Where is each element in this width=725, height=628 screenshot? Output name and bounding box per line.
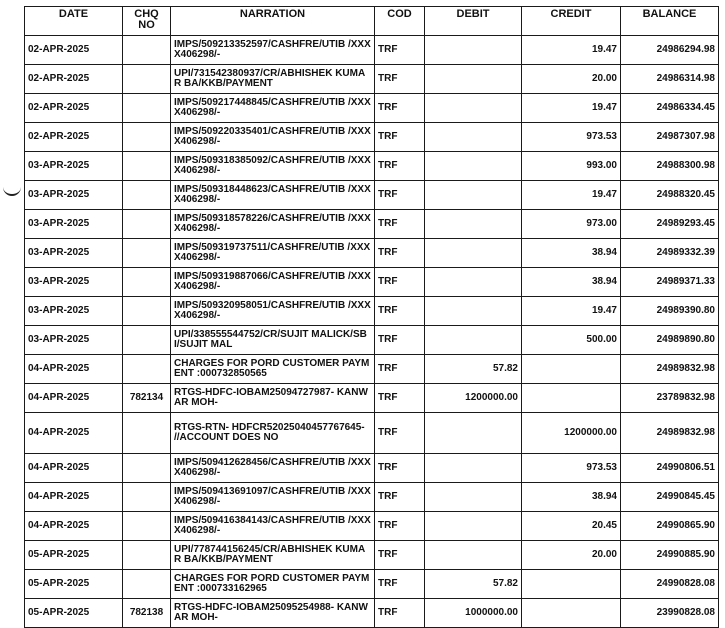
cell-credit: 973.53 (522, 123, 621, 152)
cell-balance: 24986334.45 (621, 94, 719, 123)
table-row (25, 413, 719, 454)
table-row (25, 239, 719, 268)
cell-debit (425, 94, 522, 123)
cell-chq (123, 36, 171, 65)
cell-debit (425, 65, 522, 94)
table-row (25, 326, 719, 355)
cell-date: 03-APR-2025 (25, 239, 123, 268)
cell-credit (522, 570, 621, 599)
cell-cod: TRF (375, 512, 425, 541)
header-credit: CREDIT (522, 7, 621, 36)
table-row (25, 181, 719, 210)
cell-credit (522, 355, 621, 384)
cell-narration: IMPS/509416384143/CASHFRE/UTIB /XXXX406298/- (171, 512, 375, 541)
table-row (25, 570, 719, 599)
cell-narration: RTGS-RTN- HDFCR52025040457767645- //ACCOUNT DOES NO (171, 413, 375, 454)
cell-balance: 24986294.98 (621, 36, 719, 65)
cell-narration: IMPS/509220335401/CASHFRE/UTIB /XXXX406298/- (171, 123, 375, 152)
cell-date: 04-APR-2025 (25, 512, 123, 541)
cell-cod: TRF (375, 36, 425, 65)
cell-balance: 24989293.45 (621, 210, 719, 239)
cell-cod: TRF (375, 541, 425, 570)
cell-narration: RTGS-HDFC-IOBAM25094727987- KANWAR MOH- (171, 384, 375, 413)
cell-cod: TRF (375, 570, 425, 599)
header-date: DATE (25, 7, 123, 36)
cell-credit: 20.00 (522, 65, 621, 94)
cell-date: 04-APR-2025 (25, 355, 123, 384)
cell-balance: 24988300.98 (621, 152, 719, 181)
cell-credit: 20.00 (522, 541, 621, 570)
cell-balance: 24990828.08 (621, 570, 719, 599)
table-row (25, 123, 719, 152)
cell-cod: TRF (375, 239, 425, 268)
table-row (25, 541, 719, 570)
cell-balance: 24990885.90 (621, 541, 719, 570)
cell-chq (123, 326, 171, 355)
cell-balance: 24989832.98 (621, 413, 719, 454)
cell-chq (123, 239, 171, 268)
cell-cod: TRF (375, 152, 425, 181)
header-row (25, 7, 719, 36)
cell-cod: TRF (375, 268, 425, 297)
cell-narration: IMPS/509318385092/CASHFRE/UTIB /XXXX406298/- (171, 152, 375, 181)
cell-cod: TRF (375, 210, 425, 239)
cell-cod: TRF (375, 123, 425, 152)
cell-cod: TRF (375, 599, 425, 628)
cell-date: 03-APR-2025 (25, 210, 123, 239)
table-row (25, 454, 719, 483)
cell-narration: IMPS/509318578226/CASHFRE/UTIB /XXXX406298/- (171, 210, 375, 239)
cell-debit (425, 36, 522, 65)
cell-cod: TRF (375, 65, 425, 94)
cell-debit (425, 512, 522, 541)
cell-narration: UPI/731542380937/CR/ABHISHEK KUMAR BA/KKB/PAYMENT (171, 65, 375, 94)
cell-chq (123, 94, 171, 123)
table-row (25, 483, 719, 512)
cell-narration: IMPS/509320958051/CASHFRE/UTIB /XXXX406298/- (171, 297, 375, 326)
cell-balance: 24989890.80 (621, 326, 719, 355)
table-row (25, 355, 719, 384)
cell-debit (425, 123, 522, 152)
cell-debit: 57.82 (425, 570, 522, 599)
table-row (25, 599, 719, 628)
cell-cod: TRF (375, 413, 425, 454)
cell-date: 04-APR-2025 (25, 454, 123, 483)
table-row (25, 210, 719, 239)
cell-narration: IMPS/509319737511/CASHFRE/UTIB /XXXX406298/- (171, 239, 375, 268)
cell-narration: IMPS/509319887066/CASHFRE/UTIB /XXXX406298/- (171, 268, 375, 297)
cell-chq (123, 512, 171, 541)
cell-chq (123, 297, 171, 326)
cell-chq (123, 123, 171, 152)
header-balance: BALANCE (621, 7, 719, 36)
cell-date: 03-APR-2025 (25, 152, 123, 181)
cell-date: 03-APR-2025 (25, 181, 123, 210)
transactions-body (25, 36, 719, 628)
cell-chq (123, 541, 171, 570)
cell-narration: IMPS/509412628456/CASHFRE/UTIB /XXXX406298/- (171, 454, 375, 483)
cell-date: 04-APR-2025 (25, 413, 123, 454)
pen-mark (3, 186, 21, 196)
cell-debit: 57.82 (425, 355, 522, 384)
cell-credit: 993.00 (522, 152, 621, 181)
cell-credit: 1200000.00 (522, 413, 621, 454)
table-row (25, 384, 719, 413)
cell-balance: 24988320.45 (621, 181, 719, 210)
table-row (25, 152, 719, 181)
cell-debit (425, 239, 522, 268)
cell-debit (425, 454, 522, 483)
cell-balance: 24990806.51 (621, 454, 719, 483)
cell-chq (123, 355, 171, 384)
cell-credit: 38.94 (522, 239, 621, 268)
cell-credit (522, 384, 621, 413)
cell-chq (123, 268, 171, 297)
cell-narration: UPI/338555544752/CR/SUJIT MALICK/SBI/SUJIT MAL (171, 326, 375, 355)
header-chq-no: CHQ NO (123, 7, 171, 36)
table-row (25, 297, 719, 326)
cell-narration: IMPS/509413691097/CASHFRE/UTIB /XXXX406298/- (171, 483, 375, 512)
cell-debit (425, 210, 522, 239)
cell-cod: TRF (375, 297, 425, 326)
cell-credit: 973.00 (522, 210, 621, 239)
cell-cod: TRF (375, 181, 425, 210)
cell-credit: 19.47 (522, 36, 621, 65)
cell-chq (123, 210, 171, 239)
cell-balance: 23789832.98 (621, 384, 719, 413)
cell-chq (123, 483, 171, 512)
cell-debit (425, 326, 522, 355)
cell-debit (425, 541, 522, 570)
cell-debit (425, 413, 522, 454)
cell-date: 02-APR-2025 (25, 123, 123, 152)
cell-debit: 1200000.00 (425, 384, 522, 413)
table-row (25, 94, 719, 123)
cell-credit: 19.47 (522, 181, 621, 210)
cell-chq (123, 413, 171, 454)
cell-balance: 23990828.08 (621, 599, 719, 628)
bank-statement (24, 6, 718, 628)
table-row (25, 36, 719, 65)
cell-credit: 38.94 (522, 268, 621, 297)
cell-cod: TRF (375, 454, 425, 483)
cell-balance: 24990845.45 (621, 483, 719, 512)
header-cod: COD (375, 7, 425, 36)
cell-narration: IMPS/509318448623/CASHFRE/UTIB /XXXX406298/- (171, 181, 375, 210)
cell-date: 03-APR-2025 (25, 297, 123, 326)
cell-chq: 782134 (123, 384, 171, 413)
cell-debit (425, 181, 522, 210)
cell-date: 02-APR-2025 (25, 36, 123, 65)
cell-balance: 24987307.98 (621, 123, 719, 152)
cell-date: 04-APR-2025 (25, 483, 123, 512)
cell-debit (425, 483, 522, 512)
cell-date: 03-APR-2025 (25, 326, 123, 355)
cell-narration: RTGS-HDFC-IOBAM25095254988- KANWAR MOH- (171, 599, 375, 628)
cell-narration: CHARGES FOR PORD CUSTOMER PAYMENT :000733162965 (171, 570, 375, 599)
cell-debit (425, 297, 522, 326)
cell-narration: CHARGES FOR PORD CUSTOMER PAYMENT :000732850565 (171, 355, 375, 384)
table-row (25, 268, 719, 297)
cell-credit: 500.00 (522, 326, 621, 355)
cell-cod: TRF (375, 483, 425, 512)
cell-date: 05-APR-2025 (25, 541, 123, 570)
transactions-table (24, 6, 719, 628)
cell-cod: TRF (375, 326, 425, 355)
cell-cod: TRF (375, 94, 425, 123)
cell-balance: 24989332.39 (621, 239, 719, 268)
cell-balance: 24986314.98 (621, 65, 719, 94)
cell-debit (425, 152, 522, 181)
cell-debit (425, 268, 522, 297)
cell-credit: 20.45 (522, 512, 621, 541)
cell-chq (123, 570, 171, 599)
cell-cod: TRF (375, 355, 425, 384)
cell-date: 05-APR-2025 (25, 570, 123, 599)
cell-chq: 782138 (123, 599, 171, 628)
cell-narration: IMPS/509213352597/CASHFRE/UTIB /XXXX406298/- (171, 36, 375, 65)
header-debit: DEBIT (425, 7, 522, 36)
cell-date: 02-APR-2025 (25, 94, 123, 123)
cell-date: 02-APR-2025 (25, 65, 123, 94)
cell-date: 05-APR-2025 (25, 599, 123, 628)
cell-credit: 973.53 (522, 454, 621, 483)
cell-chq (123, 152, 171, 181)
cell-balance: 24989371.33 (621, 268, 719, 297)
cell-date: 03-APR-2025 (25, 268, 123, 297)
cell-chq (123, 65, 171, 94)
cell-balance: 24989390.80 (621, 297, 719, 326)
header-narration: NARRATION (171, 7, 375, 36)
cell-balance: 24989832.98 (621, 355, 719, 384)
cell-credit: 19.47 (522, 297, 621, 326)
cell-chq (123, 454, 171, 483)
cell-chq (123, 181, 171, 210)
cell-credit: 19.47 (522, 94, 621, 123)
cell-debit: 1000000.00 (425, 599, 522, 628)
table-row (25, 65, 719, 94)
cell-date: 04-APR-2025 (25, 384, 123, 413)
cell-credit: 38.94 (522, 483, 621, 512)
cell-credit (522, 599, 621, 628)
cell-narration: IMPS/509217448845/CASHFRE/UTIB /XXXX406298/- (171, 94, 375, 123)
cell-cod: TRF (375, 384, 425, 413)
cell-narration: UPI/778744156245/CR/ABHISHEK KUMAR BA/KKB/PAYMENT (171, 541, 375, 570)
table-row (25, 512, 719, 541)
cell-balance: 24990865.90 (621, 512, 719, 541)
